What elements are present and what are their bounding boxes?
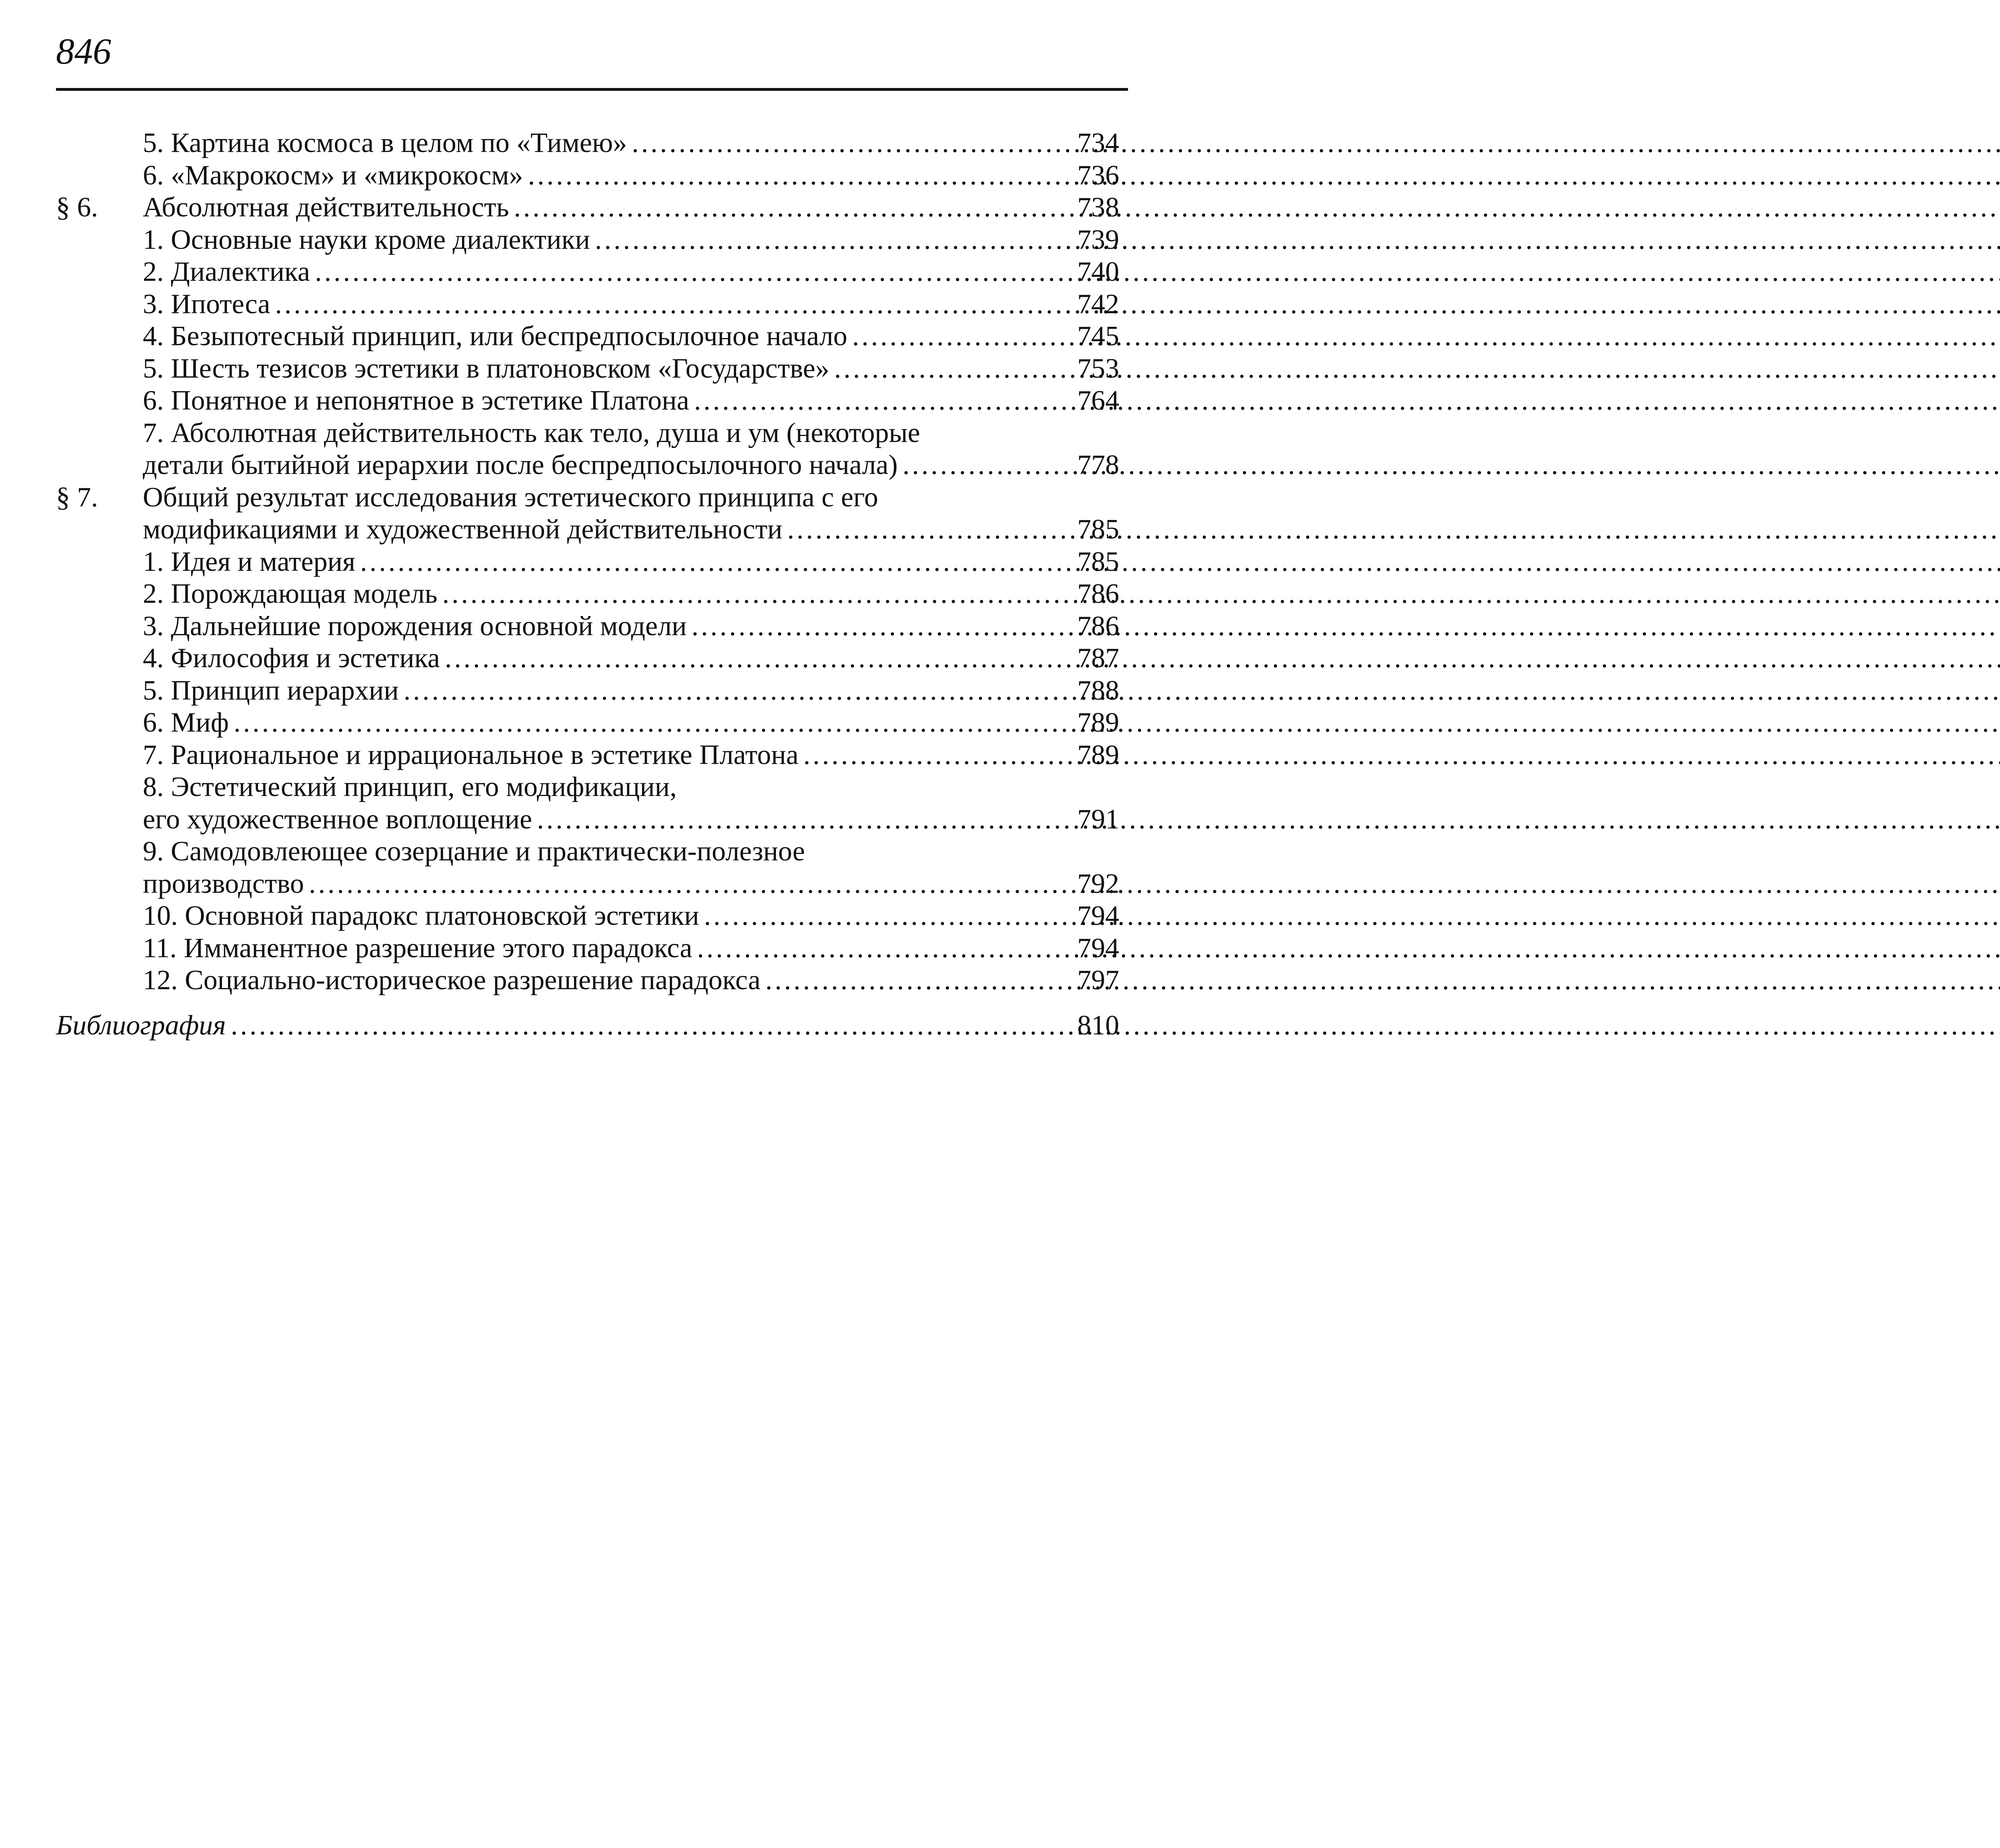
toc-entry xyxy=(56,675,1119,707)
toc-entry-line xyxy=(143,868,1119,900)
toc-entry xyxy=(56,964,1119,997)
dot-leader xyxy=(404,675,1072,707)
toc-page-number: 788 xyxy=(1077,675,1119,706)
toc-entry-title: 11. Имманентное разрешение этого парадокса xyxy=(143,932,692,964)
toc-entry-title: 10. Основной парадокс платоновской эстетики xyxy=(143,900,699,931)
toc-entry-title: Абсолютная действительность xyxy=(143,192,509,223)
toc-page-number: 778 xyxy=(1077,450,1119,480)
dot-leader xyxy=(692,610,1072,643)
toc-entry-title: производство xyxy=(143,868,304,899)
toc-entry-line xyxy=(143,546,1119,578)
dot-leader xyxy=(442,578,1072,610)
toc-entry xyxy=(56,256,1119,288)
toc-entry-title: 6. «Макрокосм» и «микрокосм» xyxy=(143,160,523,191)
toc-page-number: 785 xyxy=(1077,514,1119,545)
toc-entry xyxy=(56,610,1119,643)
dot-leader xyxy=(694,385,1072,417)
toc-page-number: 753 xyxy=(1077,353,1119,384)
toc-page-number: 792 xyxy=(1077,868,1119,899)
dot-leader xyxy=(231,1010,1072,1042)
dot-leader xyxy=(514,192,1072,224)
toc-entry xyxy=(56,160,1119,192)
toc-entry-title-line: 9. Самодовлеющее созерцание и практически-полезное xyxy=(143,836,805,867)
toc-entry xyxy=(56,739,1119,772)
toc-page-number: 794 xyxy=(1077,900,1119,931)
toc-entry xyxy=(56,900,1119,932)
toc-entry-title-line: 8. Эстетический принцип, его модификации, xyxy=(143,772,677,802)
toc-page-number: 786 xyxy=(1077,610,1119,642)
toc-page-number: 740 xyxy=(1077,256,1119,287)
dot-leader xyxy=(595,224,1072,256)
toc-entry-line xyxy=(143,288,1119,321)
toc-entry-title: 6. Миф xyxy=(143,707,229,738)
toc-entry-title: 2. Порождающая модель xyxy=(143,578,438,609)
dot-leader xyxy=(275,288,1073,321)
dot-leader xyxy=(697,932,1072,965)
toc-entry xyxy=(56,288,1119,321)
toc-page-number: 742 xyxy=(1077,288,1119,320)
toc-entry xyxy=(56,836,1119,900)
toc-entry-line xyxy=(143,514,1119,546)
toc-entry-line xyxy=(143,224,1119,256)
toc-entry-title: 3. Ипотеса xyxy=(143,288,270,320)
toc-section-label: § 7. xyxy=(56,482,98,513)
toc-page-number: 789 xyxy=(1077,707,1119,738)
toc-entry-line xyxy=(143,127,1119,160)
bibliography-entry xyxy=(56,1010,1119,1042)
dot-leader xyxy=(852,320,1072,353)
toc-page-number: 791 xyxy=(1077,804,1119,835)
toc-entry-title: 5. Принцип иерархии xyxy=(143,675,399,706)
toc-entry-line xyxy=(143,578,1119,610)
toc-entry-title: детали бытийной иерархии после беспредпосылочного начала) xyxy=(143,450,898,480)
toc-entry-title: модификациями и художественной действительности xyxy=(143,514,782,545)
toc-page-number: 736 xyxy=(1077,160,1119,191)
toc-entry-line xyxy=(143,449,1119,482)
toc-entry xyxy=(56,932,1119,965)
dot-leader xyxy=(234,707,1072,739)
toc-entry-line xyxy=(143,160,1119,192)
toc-entry xyxy=(56,578,1119,610)
toc-entry-line xyxy=(143,707,1119,739)
toc-entry-title: 3. Дальнейшие порождения основной модели xyxy=(143,610,687,642)
toc-page-number: 785 xyxy=(1077,546,1119,577)
toc-section-label: § 6. xyxy=(56,192,98,223)
toc-entry-line xyxy=(143,739,1119,772)
toc-entry-title: его художественное воплощение xyxy=(143,804,532,835)
dot-leader xyxy=(528,160,1072,192)
dot-leader xyxy=(902,449,1072,482)
toc-entry-title: 2. Диалектика xyxy=(143,256,310,287)
toc-page-number: 764 xyxy=(1077,385,1119,416)
table-of-contents xyxy=(56,127,1119,1042)
toc-page-number: 745 xyxy=(1077,321,1119,352)
toc-page-number: 797 xyxy=(1077,965,1119,996)
dot-leader xyxy=(315,256,1072,288)
toc-entry-line xyxy=(143,610,1119,643)
dot-leader xyxy=(360,546,1072,578)
toc-entry-line xyxy=(143,900,1119,932)
toc-entry-title-line: 7. Абсолютная действительность как тело, душа и ум (некоторые xyxy=(143,417,920,448)
dot-leader xyxy=(632,127,1072,160)
dot-leader xyxy=(309,868,1072,900)
toc-page-number: 794 xyxy=(1077,932,1119,964)
toc-entry-title: 4. Безыпотесный принцип, или беспредпосылочное начало xyxy=(143,321,848,352)
toc-entry-title-line: Общий результат исследования эстетического принципа с его xyxy=(143,482,878,513)
toc-entry-line xyxy=(143,192,1119,224)
toc-page-number: 738 xyxy=(1077,192,1119,223)
toc-entry xyxy=(56,707,1119,739)
page-number: 846 xyxy=(56,31,111,72)
toc-entry-line xyxy=(143,385,1119,417)
dot-leader xyxy=(803,739,1072,772)
toc-entry-line xyxy=(143,932,1119,965)
toc-entry-title: 4. Философия и эстетика xyxy=(143,643,440,674)
toc-entry-line xyxy=(143,256,1119,288)
dot-leader xyxy=(704,900,1072,932)
toc-entry-line xyxy=(143,353,1119,385)
toc-entry-title: 1. Основные науки кроме диалектики xyxy=(143,224,590,255)
toc-entry-title: 5. Шесть тезисов эстетики в платоновском «Государстве» xyxy=(143,353,830,384)
bibliography-page-number: 810 xyxy=(1077,1010,1119,1041)
toc-entry-line xyxy=(143,804,1119,836)
bibliography-title: Библиография xyxy=(56,1010,226,1041)
toc-entry-title: 1. Идея и материя xyxy=(143,546,356,577)
header-rule xyxy=(56,88,1128,91)
toc-entry-title: 6. Понятное и непонятное в эстетике Платона xyxy=(143,385,689,416)
toc-entry xyxy=(56,192,1119,224)
toc-entry xyxy=(56,224,1119,256)
toc-page-number: 739 xyxy=(1077,224,1119,255)
toc-entry xyxy=(56,642,1119,675)
toc-entry xyxy=(56,546,1119,578)
toc-entry xyxy=(56,771,1119,836)
toc-entry xyxy=(56,482,1119,546)
toc-entry xyxy=(56,353,1119,385)
toc-entry-line xyxy=(143,320,1119,353)
dot-leader xyxy=(537,804,1072,836)
toc-entry-title: 12. Социально-историческое разрешение парадокса xyxy=(143,965,761,996)
toc-page-number: 734 xyxy=(1077,128,1119,158)
toc-entry-title: 7. Рациональное и иррациональное в эстетике Платона xyxy=(143,739,799,770)
toc-entry-line xyxy=(143,642,1119,675)
toc-page-number: 786 xyxy=(1077,578,1119,609)
dot-leader xyxy=(787,514,1072,546)
toc-entry-line xyxy=(143,675,1119,707)
dot-leader xyxy=(765,964,1072,997)
toc-entry-title: 5. Картина космоса в целом по «Тимею» xyxy=(143,128,627,158)
toc-page-number: 789 xyxy=(1077,739,1119,770)
toc-entry xyxy=(56,385,1119,417)
toc-entry xyxy=(56,127,1119,160)
toc-page-number: 787 xyxy=(1077,643,1119,674)
toc-entry-line xyxy=(143,964,1119,997)
toc-entry xyxy=(56,320,1119,353)
dot-leader xyxy=(834,353,1072,385)
toc-entry xyxy=(56,417,1119,482)
dot-leader xyxy=(445,642,1072,675)
